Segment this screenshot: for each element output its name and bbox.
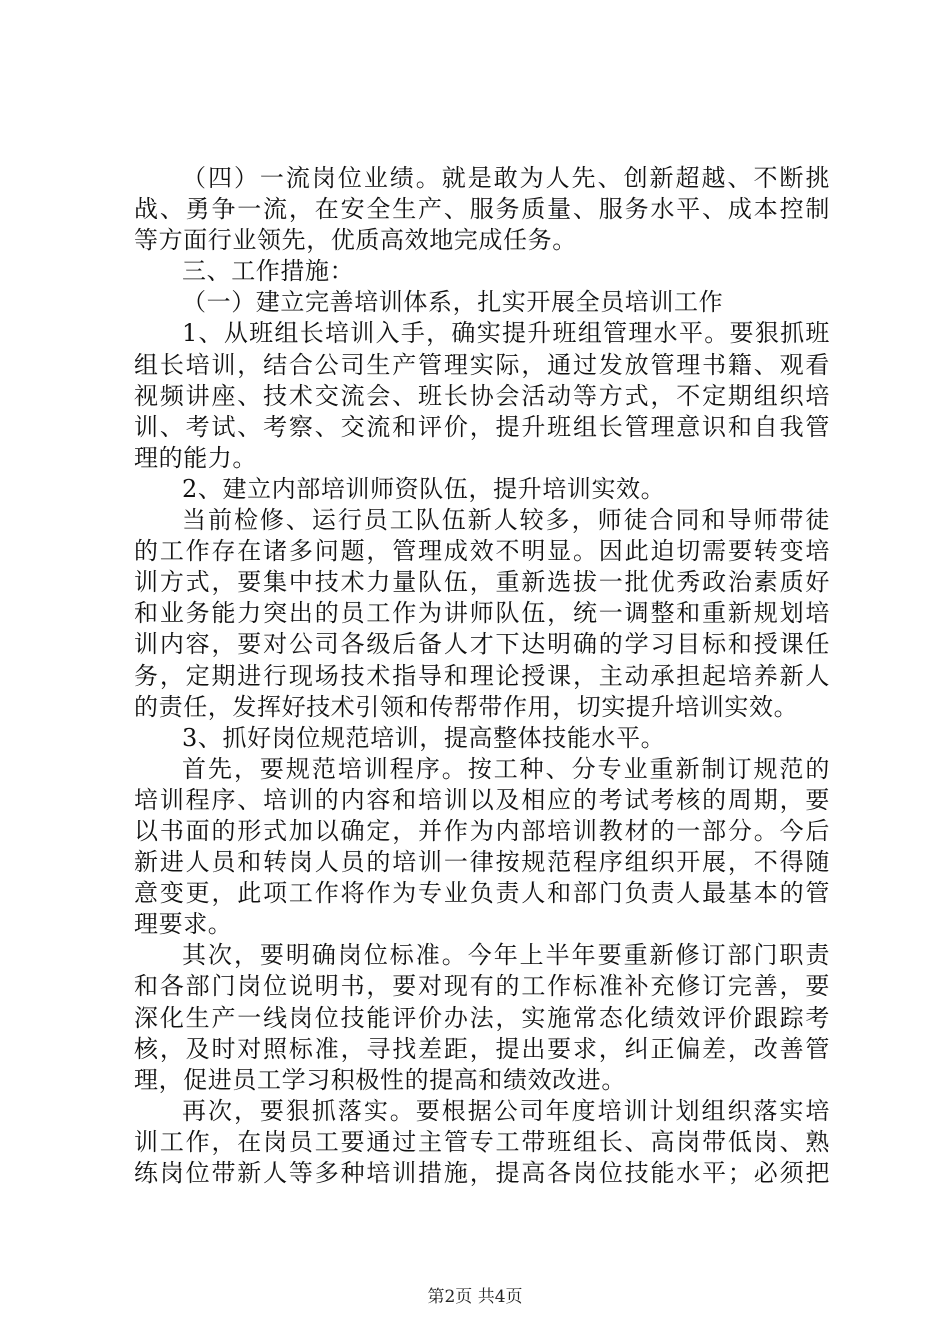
text-line: 的工作存在诸多问题，管理成效不明显。因此迫切需要转变培 — [134, 537, 830, 566]
text-line: 组长培训，结合公司生产管理实际，通过发放管理书籍、观看 — [134, 350, 830, 379]
text-line: 训方式，要集中技术力量队伍，重新选拔一批优秀政治素质好 — [134, 568, 830, 597]
text-line: 2、建立内部培训师资队伍，提升培训实效。 — [182, 474, 666, 503]
document-body — [134, 163, 830, 1189]
text-line: 1、从班组长培训入手，确实提升班组管理水平。要狠抓班 — [182, 319, 830, 348]
text-line: （一）建立完善培训体系，扎实开展全员培训工作 — [182, 288, 724, 317]
text-line: 和业务能力突出的员工作为讲师队伍，统一调整和重新规划培 — [134, 599, 830, 628]
text-line: 其次，要明确岗位标准。今年上半年要重新修订部门职责 — [182, 941, 830, 970]
text-line: 3、抓好岗位规范培训，提高整体技能水平。 — [182, 723, 666, 752]
text-line: 的责任，发挥好技术引领和传帮带作用，切实提升培训实效。 — [134, 692, 799, 721]
text-line: 以书面的形式加以确定，并作为内部培训教材的一部分。今后 — [134, 816, 830, 845]
text-line: 训工作，在岗员工要通过主管专工带班组长、高岗带低岗、熟 — [134, 1127, 830, 1156]
text-line: （四）一流岗位业绩。就是敢为人先、创新超越、不断挑 — [182, 164, 830, 192]
text-line: 核，及时对照标准，寻找差距，提出要求，纠正偏差，改善管 — [134, 1034, 830, 1063]
text-line: 理的能力。 — [134, 443, 257, 472]
text-line: 培训程序、培训的内容和培训以及相应的考试考核的周期，要 — [134, 785, 830, 814]
text-line: 意变更，此项工作将作为专业负责人和部门负责人最基本的管 — [134, 879, 830, 908]
text-line: 练岗位带新人等多种培训措施，提高各岗位技能水平；必须把 — [134, 1159, 830, 1187]
text-line: 战、勇争一流，在安全生产、服务质量、服务水平、成本控制 — [134, 195, 830, 224]
text-line: 深化生产一线岗位技能评价办法，实施常态化绩效评价跟踪考 — [134, 1003, 830, 1032]
text-line: 理要求。 — [134, 910, 233, 939]
text-line: 新进人员和转岗人员的培训一律按规范程序组织开展，不得随 — [134, 848, 830, 877]
text-line: 视频讲座、技术交流会、班长协会活动等方式，不定期组织培 — [134, 381, 830, 410]
text-line: 理，促进员工学习积极性的提高和绩效改进。 — [134, 1065, 626, 1094]
text-line: 训、考试、考察、交流和评价，提升班组长管理意识和自我管 — [134, 412, 830, 441]
text-line: 首先，要规范培训程序。按工种、分专业重新制订规范的 — [182, 754, 830, 783]
text-line: 三、工作措施： — [182, 257, 355, 286]
text-line: 训内容，要对公司各级后备人才下达明确的学习目标和授课任 — [134, 630, 830, 659]
text-line: 当前检修、运行员工队伍新人较多，师徒合同和导师带徒 — [182, 506, 830, 535]
text-line: 等方面行业领先，优质高效地完成任务。 — [134, 226, 577, 255]
text-line: 再次，要狠抓落实。要根据公司年度培训计划组织落实培 — [182, 1096, 830, 1125]
text-line: 务，定期进行现场技术指导和理论授课，主动承担起培养新人 — [134, 661, 830, 690]
text-line: 和各部门岗位说明书，要对现有的工作标准补充修订完善，要 — [134, 972, 830, 1001]
page-footer: 第2页 共4页 — [427, 1287, 523, 1307]
